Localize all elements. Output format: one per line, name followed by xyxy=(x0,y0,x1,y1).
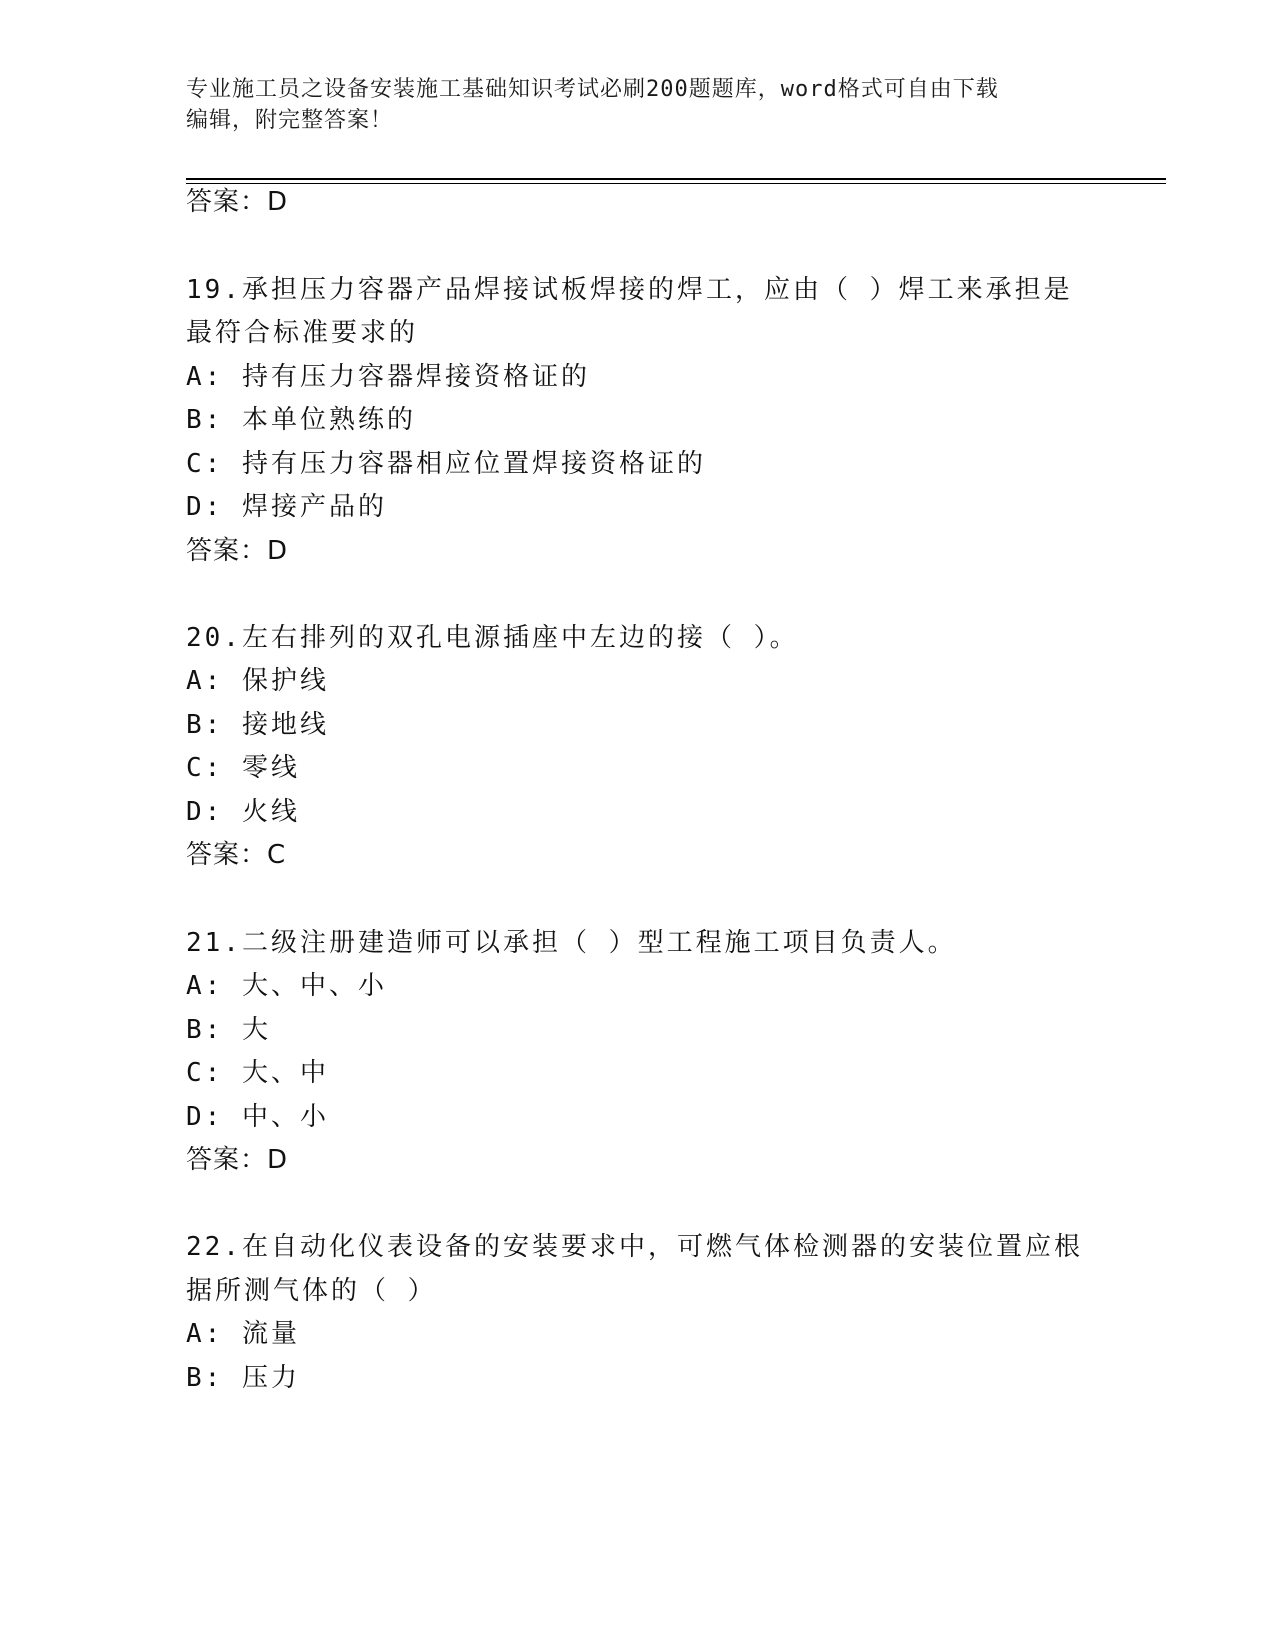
question-21-option-a: A: 大、中、小 xyxy=(186,971,387,1001)
question-20-stem-line-1: 20.左右排列的双孔电源插座中左边的接（ ）。 xyxy=(186,623,799,653)
document-header xyxy=(186,74,1066,136)
question-21-option-b: B: 大 xyxy=(186,1015,271,1045)
question-19-option-d: D: 焊接产品的 xyxy=(186,492,387,522)
question-22-option-b: B: 压力 xyxy=(186,1363,300,1393)
question-21-stem-line-1: 21.二级注册建造师可以承担（ ）型工程施工项目负责人。 xyxy=(186,928,957,958)
header-divider-thin xyxy=(186,183,1166,184)
question-19-stem-line-2: 最符合标准要求的 xyxy=(186,318,419,348)
question-19-stem-line-1: 19.承担压力容器产品焊接试板焊接的焊工，应由（ ）焊工来承担是 xyxy=(186,275,1073,305)
question-20-option-a: A: 保护线 xyxy=(186,666,329,696)
question-20-option-b: B: 接地线 xyxy=(186,710,329,740)
previous-answer: 答案：D xyxy=(186,187,289,217)
header-line-1: 专业施工员之设备安装施工基础知识考试必刷200题题库，word格式可自由下载 xyxy=(186,77,999,102)
question-20-option-c: C: 零线 xyxy=(186,753,300,783)
question-19-answer: 答案：D xyxy=(186,536,289,566)
question-21-option-c: C: 大、中 xyxy=(186,1058,329,1088)
question-22-stem-line-2: 据所测气体的（ ） xyxy=(186,1276,437,1306)
question-21-answer: 答案：D xyxy=(186,1145,289,1175)
question-19-option-a: A: 持有压力容器焊接资格证的 xyxy=(186,362,590,392)
document-page xyxy=(186,0,1166,1650)
question-22-stem-line-1: 22.在自动化仪表设备的安装要求中，可燃气体检测器的安装位置应根 xyxy=(186,1232,1083,1262)
question-20-option-d: D: 火线 xyxy=(186,797,300,827)
question-19-option-b: B: 本单位熟练的 xyxy=(186,405,416,435)
question-19-option-c: C: 持有压力容器相应位置焊接资格证的 xyxy=(186,449,706,479)
question-22-option-a: A: 流量 xyxy=(186,1319,300,1349)
header-divider-thick xyxy=(186,178,1166,180)
question-21-option-d: D: 中、小 xyxy=(186,1102,329,1132)
question-20-answer: 答案：C xyxy=(186,840,287,870)
header-line-2: 编辑，附完整答案！ xyxy=(186,108,394,133)
